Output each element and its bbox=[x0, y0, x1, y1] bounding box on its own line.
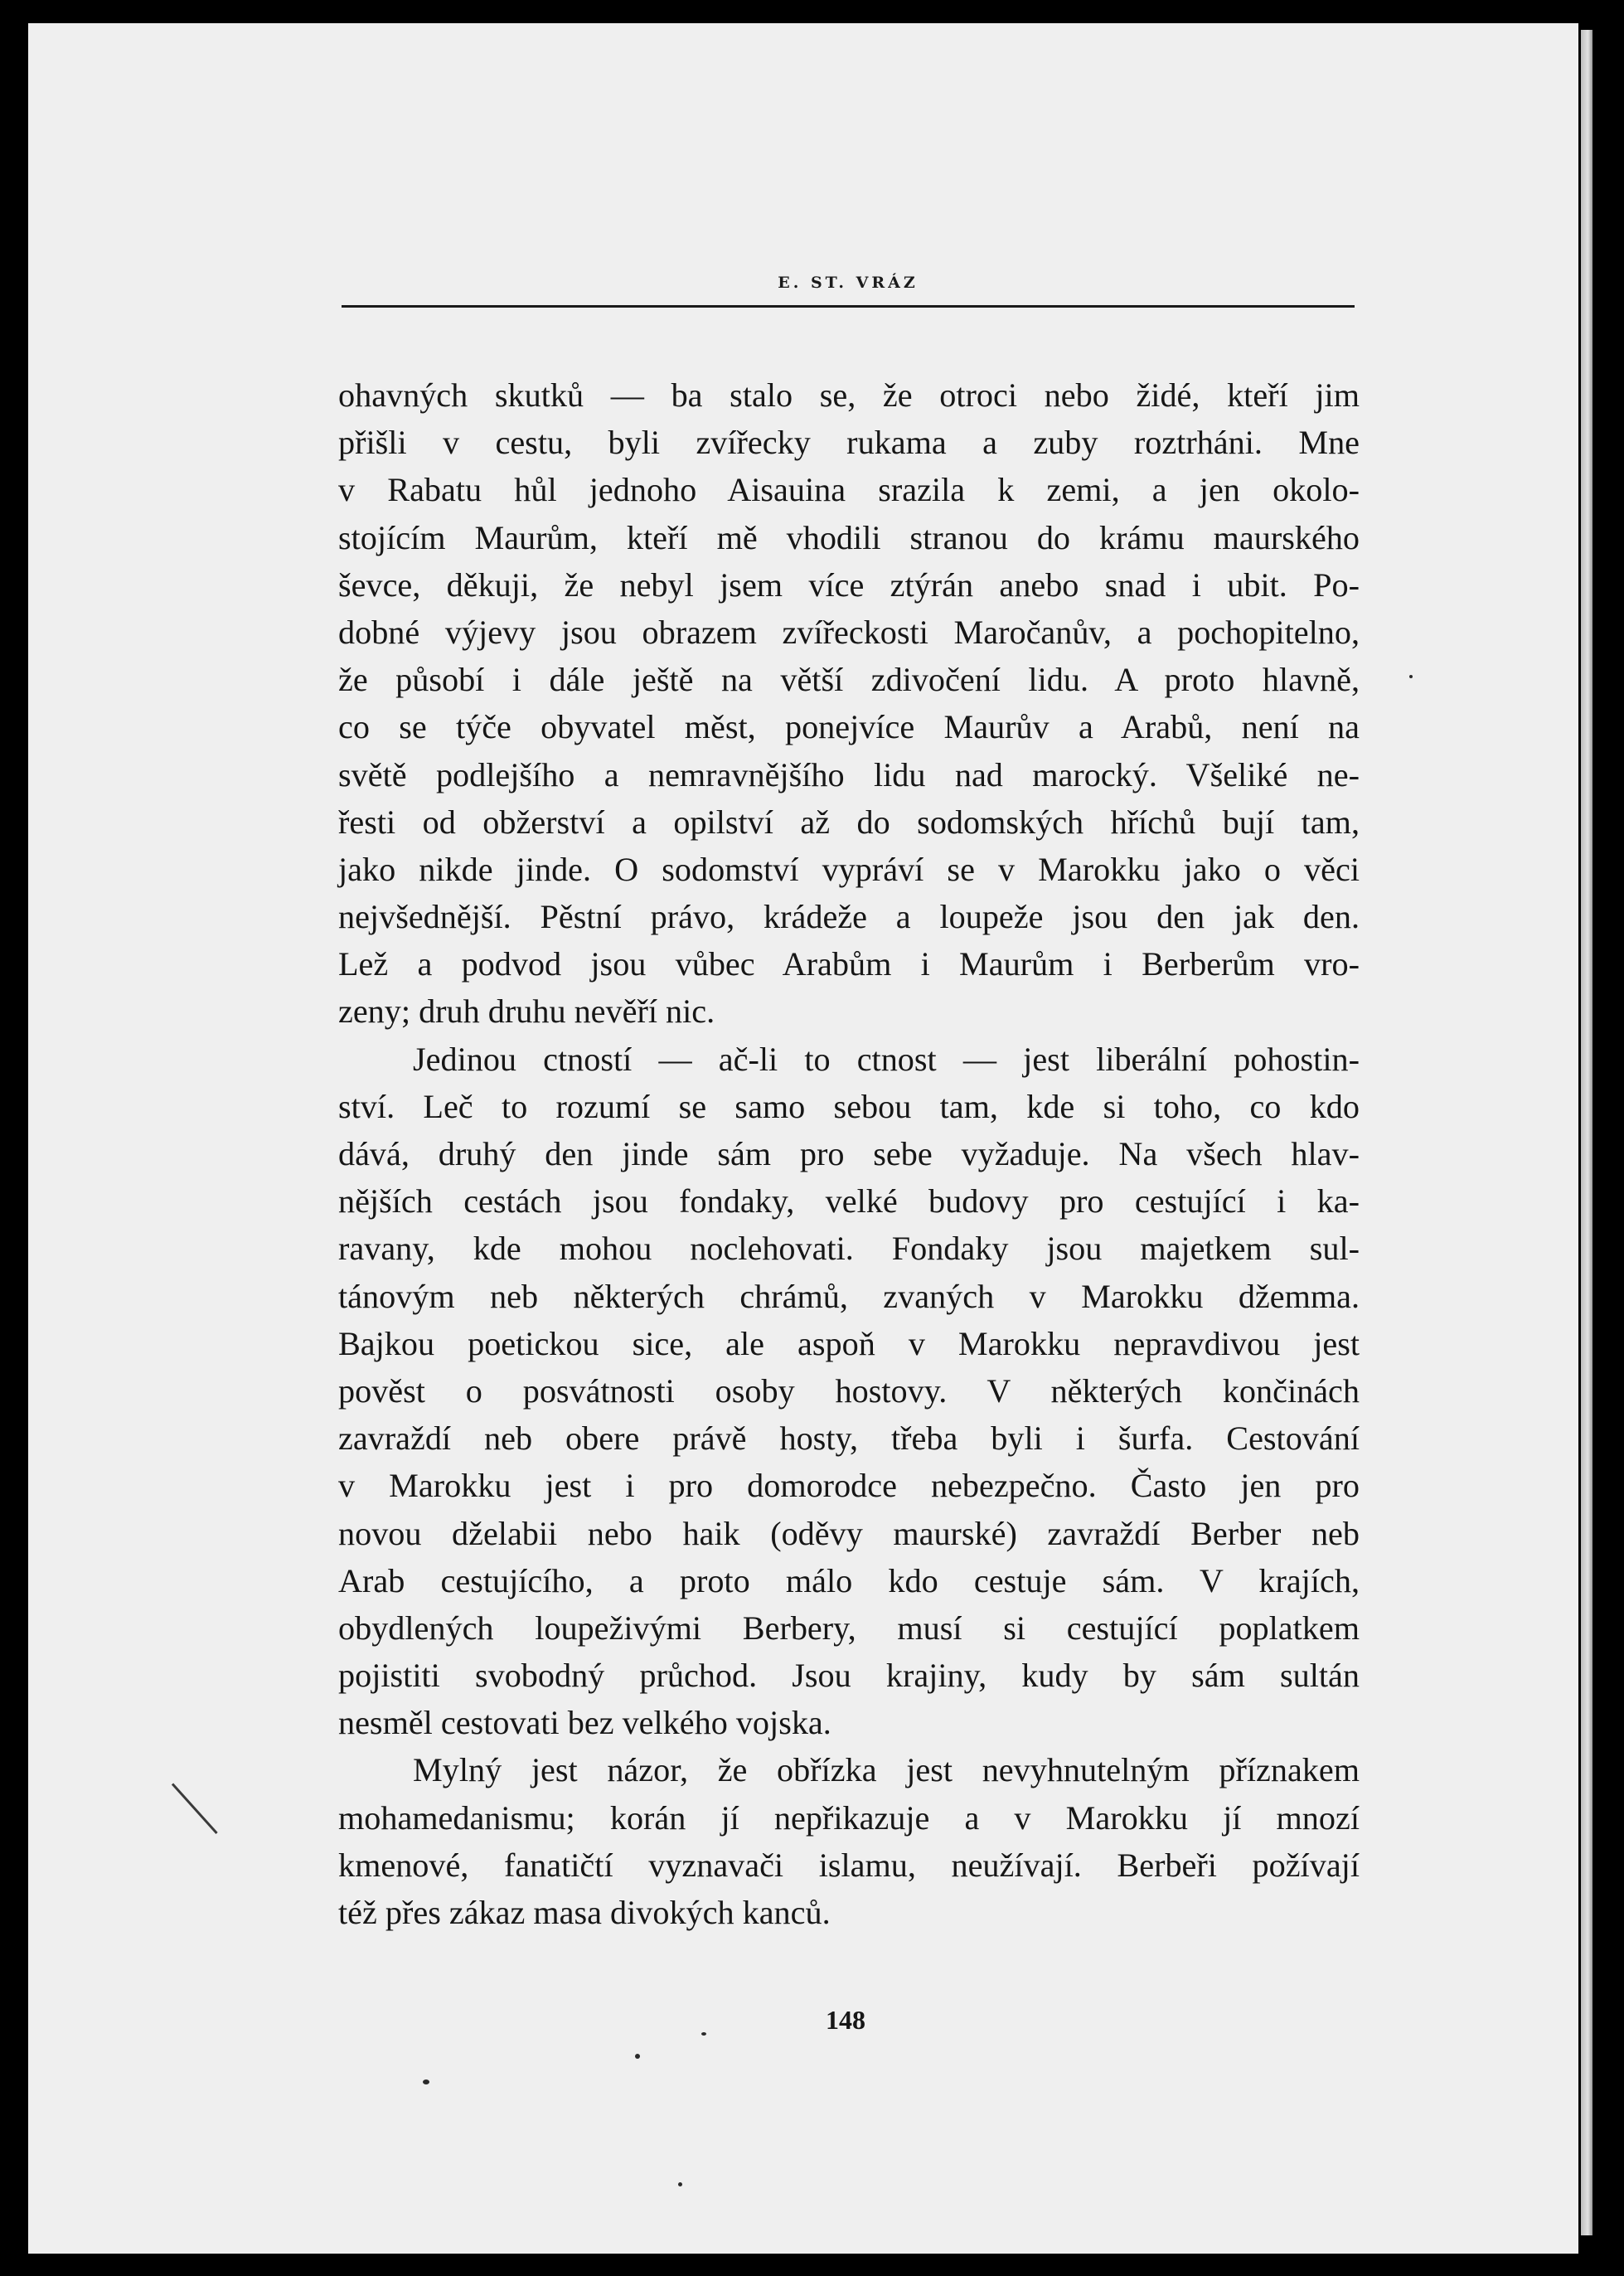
text-line: tánovým neb některých chrámů, zvaných v Marokku džemma. bbox=[338, 1277, 1360, 1315]
scan-speck bbox=[678, 2182, 682, 2186]
paragraph-first-line: Mylný jest názor, že obřízka jest nevyhnutelným příznakem bbox=[413, 1751, 1360, 1789]
page-edge-shadow bbox=[1581, 30, 1592, 2235]
text-line: kmenové, fanatičtí vyznavači islamu, neužívají. Berbeři požívají bbox=[338, 1846, 1360, 1884]
text-line: ševce, děkuji, že nebyl jsem více ztýrán anebo snad i ubit. Po- bbox=[338, 565, 1360, 604]
scan-speck bbox=[423, 2079, 429, 2084]
text-line: Arab cestujícího, a proto málo kdo cestuje sám. V krajích, bbox=[338, 1561, 1360, 1599]
scan-speck bbox=[1409, 675, 1413, 678]
text-line: Lež a podvod jsou vůbec Arabům i Maurům i Berberům vro- bbox=[338, 945, 1360, 983]
text-line: Bajkou poetickou sice, ale aspoň v Marokku nepravdivou jest bbox=[338, 1324, 1360, 1362]
text-line: zavraždí neb obere právě hosty, třeba byli i šurfa. Cestování bbox=[338, 1419, 1360, 1458]
text-line: přišli v cestu, byli zvířecky rukama a zuby roztrháni. Mne bbox=[338, 424, 1360, 462]
text-line: řesti od obžerství a opilství až do sodomských hříchů bují tam, bbox=[338, 803, 1360, 841]
text-line: obydlených loupeživými Berbery, musí si cestující poplatkem bbox=[338, 1609, 1360, 1647]
text-line: nějších cestách jsou fondaky, velké budovy pro cestující i ka- bbox=[338, 1182, 1360, 1220]
text-line: nejvšednější. Pěstní právo, krádeže a loupeže jsou den jak den. bbox=[338, 898, 1360, 936]
text-line: v Rabatu hůl jednoho Aisauina srazila k zemi, a jen okolo- bbox=[338, 471, 1360, 509]
text-line: novou dželabii nebo haik (oděvy maurské) zavraždí Berber neb bbox=[338, 1514, 1360, 1552]
text-line: ohavných skutků — ba stalo se, že otroci nebo židé, kteří jim bbox=[338, 376, 1360, 414]
page-number: 148 bbox=[826, 2005, 865, 2035]
text-line: co se týče obyvatel měst, ponejvíce Maurův a Arabů, není na bbox=[338, 708, 1360, 746]
running-header bbox=[342, 274, 1355, 308]
text-line: v Marokku jest i pro domorodce nebezpečno. Často jen pro bbox=[338, 1467, 1360, 1505]
paragraph-first-line: Jedinou ctností — ač-li to ctnost — jest liberální pohostin- bbox=[413, 1040, 1360, 1078]
text-line: zeny; druh druhu nevěří nic. bbox=[338, 992, 715, 1031]
scan-speck bbox=[701, 2032, 706, 2036]
scan-speck bbox=[635, 2054, 640, 2059]
text-line: pojistiti svobodný průchod. Jsou krajiny, kudy by sám sultán bbox=[338, 1657, 1360, 1695]
text-line: stojícím Maurům, kteří mě vhodili stranou do krámu maurského bbox=[338, 518, 1360, 556]
text-line: ravany, kde mohou noclehovati. Fondaky jsou majetkem sul- bbox=[338, 1230, 1360, 1268]
text-line: dává, druhý den jinde sám pro sebe vyžaduje. Na všech hlav- bbox=[338, 1135, 1360, 1172]
body-text bbox=[338, 371, 1360, 1936]
text-line: světě podlejšího a nemravnějšího lidu nad marocký. Všeliké ne- bbox=[338, 755, 1360, 793]
text-line: že působí i dále ještě na větší zdivočení lidu. A proto hlavně, bbox=[338, 661, 1360, 699]
text-line: pověst o posvátnosti osoby hostovy. V některých končinách bbox=[338, 1371, 1360, 1410]
text-line: dobné výjevy jsou obrazem zvířeckosti Maročanův, a pochopitelno, bbox=[338, 613, 1360, 651]
text-line: mohamedanismu; korán jí nepřikazuje a v Marokku jí mnozí bbox=[338, 1798, 1360, 1837]
text-line: jako nikde jinde. O sodomství vypráví se v Marokku jako o věci bbox=[338, 850, 1360, 888]
text-line: též přes zákaz masa divokých kanců. bbox=[338, 1894, 831, 1931]
running-head-author: E. ST. VRÁZ bbox=[778, 274, 919, 292]
text-line: ství. Leč to rozumí se samo sebou tam, kde si toho, co kdo bbox=[338, 1087, 1360, 1125]
text-line: nesměl cestovati bez velkého vojska. bbox=[338, 1704, 831, 1742]
